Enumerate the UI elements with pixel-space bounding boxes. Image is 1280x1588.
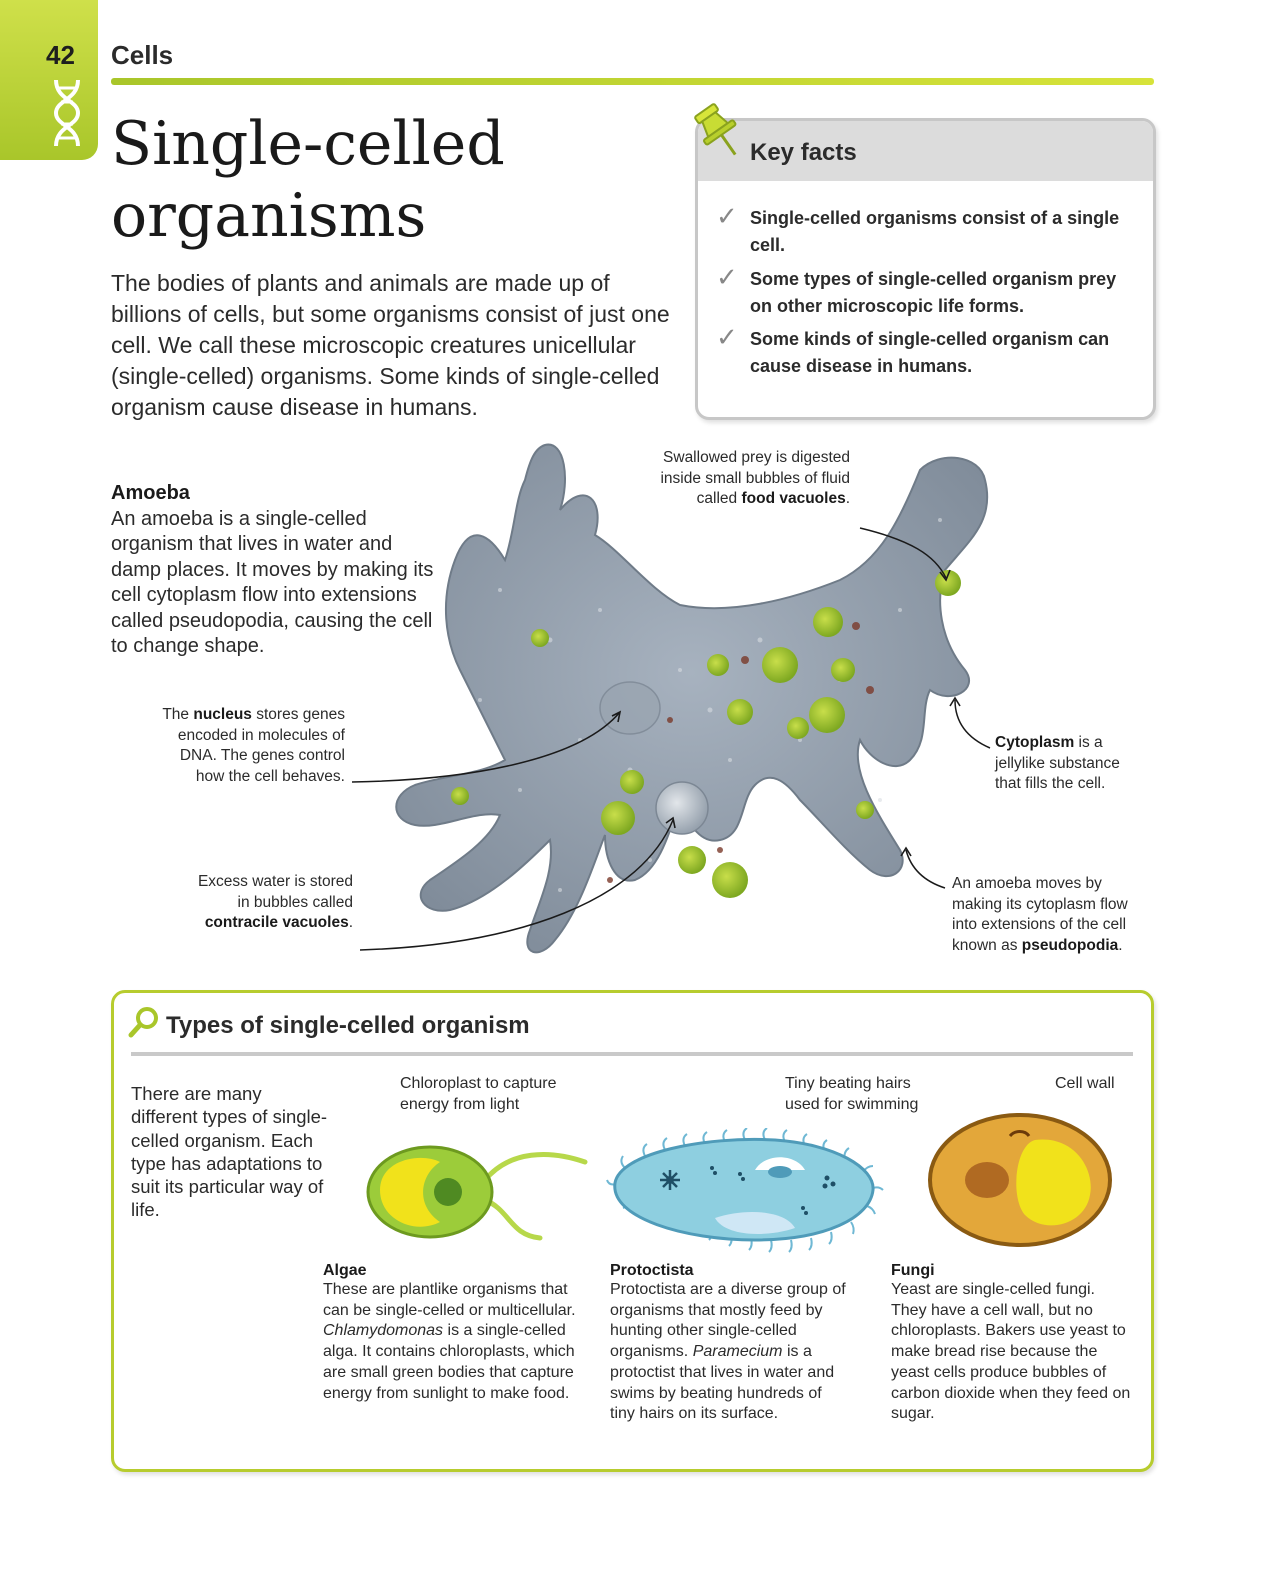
algae-species: Chlamydomonas	[323, 1322, 444, 1340]
annotation-cytoplasm	[995, 733, 1135, 795]
annotation-text: Swallowed prey is digested inside small bubbles of fluid called	[660, 449, 850, 507]
fungi-heading: Fungi	[891, 1262, 935, 1279]
check-icon: ✓	[716, 262, 738, 292]
yeast-illustration	[925, 1110, 1115, 1250]
magnifier-icon	[128, 1006, 160, 1038]
key-fact-item: Some types of single-celled organism prey on other microscopic life forms.	[750, 269, 1117, 316]
annotation-text: .	[348, 914, 353, 931]
protoctista-heading: Protoctista	[610, 1262, 694, 1279]
key-fact-item: Some kinds of single-celled organism can cause disease in humans.	[750, 329, 1110, 376]
page-title-line2: organisms	[111, 181, 427, 251]
protoctista-text	[610, 1280, 850, 1425]
algae-illustration	[360, 1140, 590, 1250]
algae-heading: Algae	[323, 1262, 367, 1279]
annotation-term: pseudopodia	[1021, 936, 1119, 954]
annotation-term: food vacuoles	[741, 490, 846, 507]
page-number: 42	[46, 40, 75, 70]
intro-paragraph: The bodies of plants and animals are made up of billions of cells, but some organisms consist of just one cell. We call these microscopic creatures unicellular (single-celled) organisms. Some kinds of single-celled organism cause disease in humans.	[111, 270, 670, 420]
annotation-nucleus	[150, 705, 345, 787]
amoeba-heading: Amoeba	[111, 482, 190, 504]
label-chloroplast: Chloroplast to capture energy from light	[400, 1075, 557, 1113]
types-intro: There are many different types of single-celled organism. Each type has adaptations to suit its particular way of life.	[131, 1083, 328, 1221]
annotation-pseudopodia	[952, 874, 1142, 956]
annotation-food-vacuoles	[660, 448, 850, 510]
types-rule	[131, 1052, 1133, 1056]
key-fact-item: Single-celled organisms consist of a single cell.	[750, 208, 1120, 255]
algae-text-a: These are plantlike organisms that can be single-celled or multicellular.	[323, 1281, 576, 1319]
types-title: Types of single-celled organism	[166, 1012, 530, 1039]
annotation-term: nucleus	[193, 706, 252, 723]
protoctista-text-a: Protoctista are a diverse group of organisms that mostly feed by hunting other single-celled organisms.	[610, 1281, 846, 1361]
protoctista-text-b: is a protoctist that lives in water and swims by beating hundreds of tiny hairs on its surface.	[610, 1343, 835, 1423]
check-icon: ✓	[716, 201, 738, 231]
annotation-text: An amoeba moves by making its cytoplasm flow into extensions of the cell known as	[952, 875, 1128, 954]
annotation-text: .	[1118, 936, 1123, 954]
protoctista-description	[610, 1262, 850, 1425]
paramecium-illustration	[605, 1128, 885, 1258]
amoeba-text: An amoeba is a single-celled organism that lives in water and damp places. It moves by making its cell cytoplasm flow into extensions called pseudopodia, causing the cell to change shape.	[111, 507, 434, 657]
annotation-text: Excess water is stored in bubbles called	[197, 873, 353, 911]
protoctista-species: Paramecium	[692, 1343, 783, 1361]
label-beating-hairs: Tiny beating hairs used for swimming	[785, 1075, 919, 1113]
check-icon: ✓	[716, 322, 738, 352]
annotation-contractile-vacuoles	[195, 872, 353, 934]
fungi-description	[891, 1262, 1131, 1425]
annotation-text: .	[845, 490, 850, 507]
algae-text	[323, 1280, 583, 1404]
section-title: Cells	[111, 40, 174, 70]
page-title-line1: Single-celled	[111, 109, 505, 179]
annotation-term: Cytoplasm	[995, 734, 1075, 751]
annotation-text: The	[162, 706, 194, 723]
label-cell-wall: Cell wall	[1055, 1075, 1115, 1092]
key-facts-title: Key facts	[750, 139, 857, 166]
fungi-text: Yeast are single-celled fungi. They have a cell wall, but no chloroplasts. Bakers use yeast to make bread rise because the yeast cells produce bubbles of carbon dioxide when they feed on sugar.	[891, 1281, 1131, 1423]
algae-description	[323, 1262, 583, 1404]
annotation-term: contracile vacuoles	[204, 914, 349, 931]
annotation-text: is a jellylike substance that fills the cell.	[995, 734, 1120, 792]
algae-text-b: is a single-celled alga. It contains chloroplasts, which are small green bodies that capture energy from sunlight to make food.	[323, 1322, 575, 1402]
annotation-text: stores genes encoded in molecules of DNA. The genes control how the cell behaves.	[177, 706, 345, 785]
